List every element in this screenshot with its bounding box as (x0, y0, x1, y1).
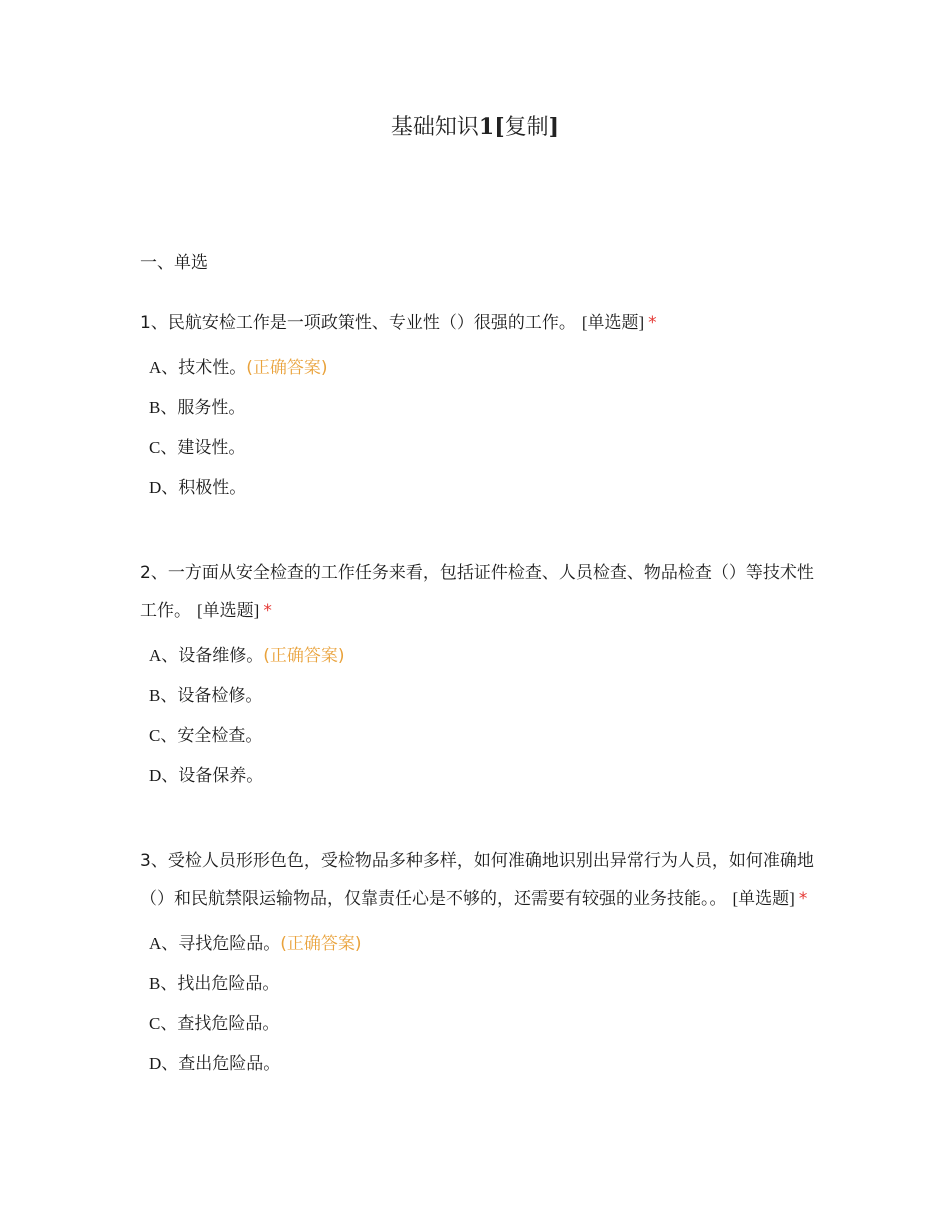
question-stem: 2、一方面从安全检查的工作任务来看，包括证件检查、人员检查、物品检查（）等技术性工作。 (140, 563, 814, 621)
option-d[interactable] (140, 756, 820, 796)
option-letter: C、 (149, 726, 178, 745)
correct-answer-tag: (正确答案) (280, 934, 362, 954)
option-c[interactable] (140, 428, 820, 468)
question-text (140, 842, 820, 918)
question-3 (140, 842, 820, 1084)
question-stem: 1、民航安检工作是一项政策性、专业性（）很强的工作。 (140, 313, 576, 333)
option-c[interactable] (140, 1004, 820, 1044)
question-text (140, 304, 820, 342)
option-text: 查出危险品。 (178, 1054, 281, 1074)
option-a[interactable] (140, 636, 820, 676)
options-list (140, 924, 820, 1084)
option-letter: D、 (149, 766, 179, 785)
option-letter: B、 (149, 974, 178, 993)
option-d[interactable] (140, 468, 820, 508)
option-text: 寻找危险品。 (178, 934, 281, 954)
correct-answer-tag: (正确答案) (263, 646, 345, 666)
required-asterisk: * (263, 601, 272, 621)
option-b[interactable] (140, 388, 820, 428)
option-letter: A、 (149, 934, 179, 953)
option-letter: B、 (149, 398, 178, 417)
title-text: 基础知识 (390, 115, 479, 140)
option-text: 设备检修。 (177, 686, 263, 706)
title-bracket-close: ] (548, 114, 560, 140)
option-letter: B、 (149, 686, 178, 705)
option-a[interactable] (140, 348, 820, 388)
option-letter: D、 (149, 1054, 179, 1073)
question-type-label: [单选题] (732, 889, 795, 908)
section-heading: 一、单选 (140, 253, 208, 273)
option-letter: C、 (149, 1014, 178, 1033)
option-text: 设备保养。 (178, 766, 264, 786)
option-letter: C、 (149, 438, 178, 457)
option-b[interactable] (140, 676, 820, 716)
option-b[interactable] (140, 964, 820, 1004)
option-text: 服务性。 (177, 398, 246, 418)
option-a[interactable] (140, 924, 820, 964)
option-text: 技术性。 (178, 358, 247, 378)
correct-answer-tag: (正确答案) (246, 358, 328, 378)
options-list (140, 636, 820, 796)
option-text: 设备维修。 (178, 646, 264, 666)
option-letter: A、 (149, 646, 179, 665)
question-stem: 3、受检人员形形色色，受检物品多种多样，如何准确地识别出异常行为人员，如何准确地（）和民航禁限运输物品，仅靠责任心是不够的，还需要有较强的业务技能。。 (140, 851, 814, 909)
survey-content (140, 248, 820, 1134)
option-text: 查找危险品。 (177, 1014, 280, 1034)
question-type-label: [单选题] (197, 601, 260, 620)
required-asterisk: * (648, 313, 657, 333)
title-copy-label: 复制 (504, 115, 549, 140)
option-letter: A、 (149, 358, 179, 377)
option-letter: D、 (149, 478, 179, 497)
title-number: 1[ (478, 114, 505, 140)
option-text: 安全检查。 (177, 726, 263, 746)
question-text (140, 554, 820, 630)
option-d[interactable] (140, 1044, 820, 1084)
options-list (140, 348, 820, 508)
option-text: 找出危险品。 (177, 974, 280, 994)
question-1 (140, 304, 820, 508)
required-asterisk: * (798, 889, 808, 909)
option-c[interactable] (140, 716, 820, 756)
option-text: 积极性。 (178, 478, 247, 498)
page-title (0, 110, 950, 145)
option-text: 建设性。 (177, 438, 246, 458)
question-type-label: [单选题] (581, 313, 645, 332)
question-2 (140, 554, 820, 796)
